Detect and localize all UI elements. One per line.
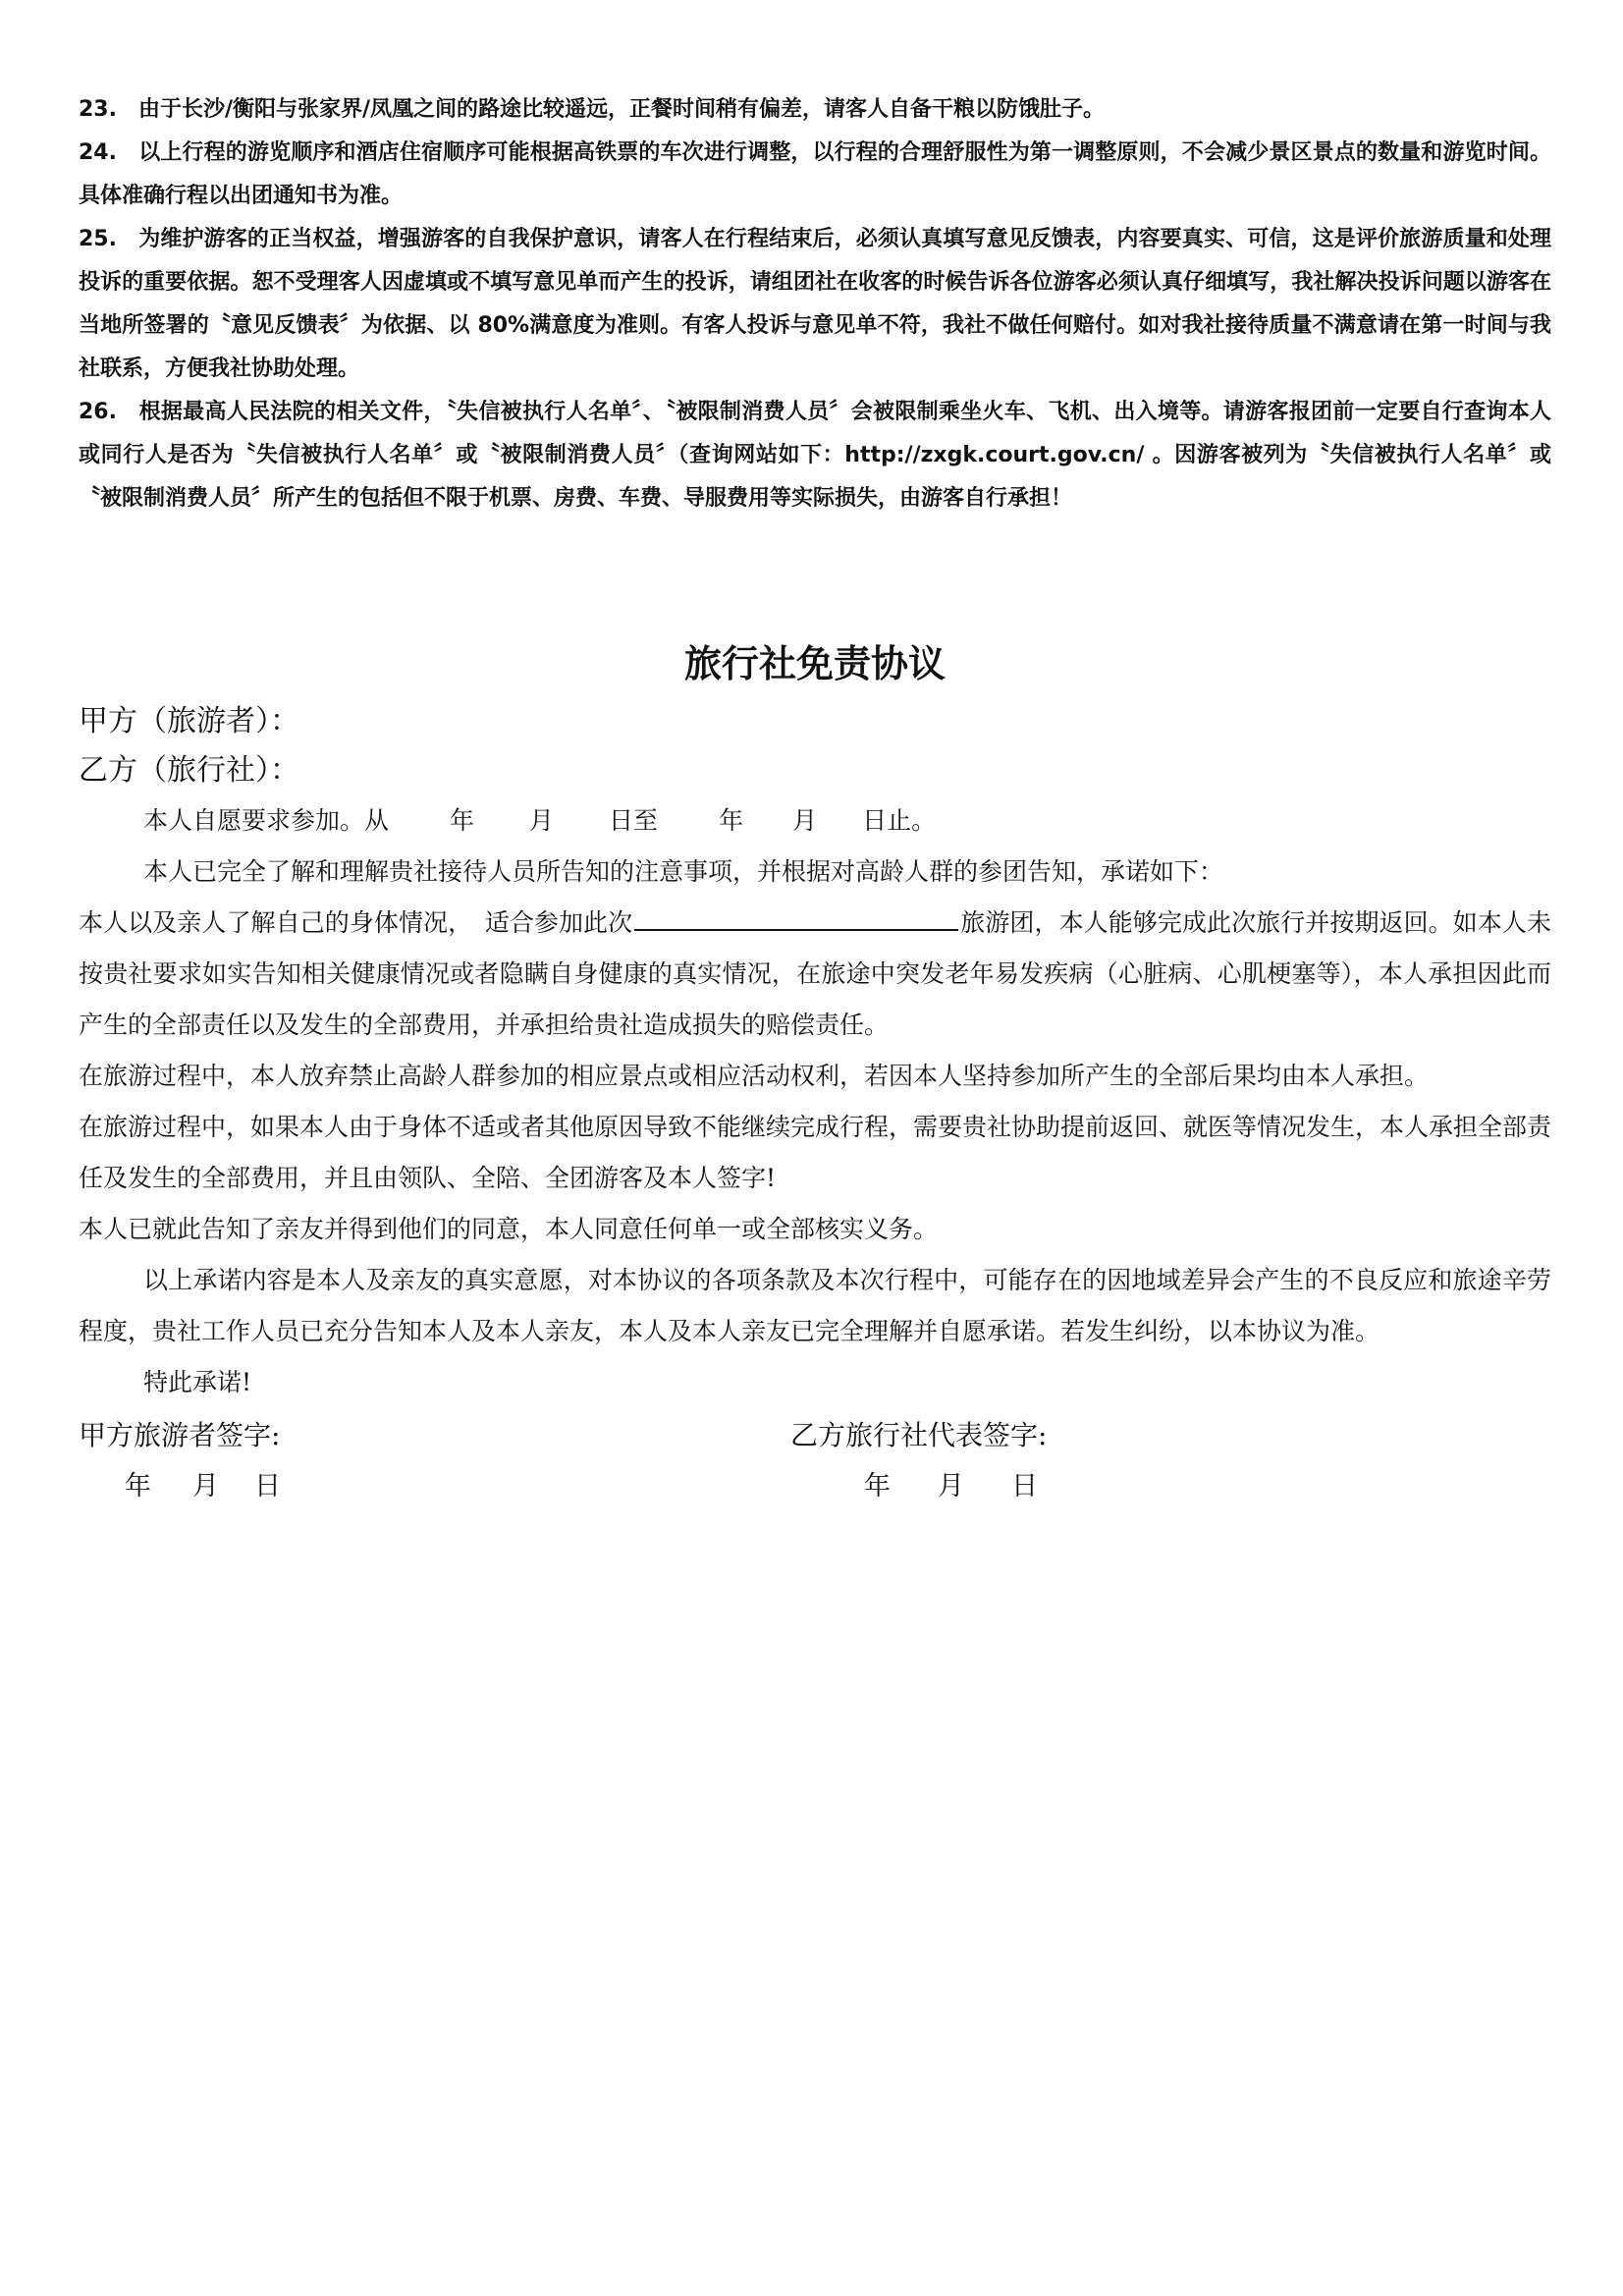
end-year: 年: [719, 806, 744, 835]
party-b-label: 乙方（旅行社）：: [79, 753, 299, 788]
intro-paragraph: 本人已完全了解和理解贵社接待人员所告知的注意事项，并根据对高龄人群的参团告知，承诺如下：: [143, 857, 1224, 886]
disclaimer-agreement: [79, 636, 1551, 1512]
start-month: 月: [529, 806, 555, 835]
party-a-date: [125, 1461, 281, 1512]
start-day: 日至: [609, 806, 659, 835]
end-day: 日止。: [862, 806, 937, 835]
commitment-health-start: 本人以及亲人了解自己的身体情况， 适合参加此次: [79, 908, 633, 937]
party-a-date-month: 月: [192, 1471, 219, 1502]
party-b-signature-label: 乙方旅行社代表签字:: [790, 1419, 1048, 1451]
party-b-date-year: 年: [864, 1471, 891, 1502]
note-24: 24. 以上行程的游览顺序和酒店住宿顺序可能根据高铁票的车次进行调整，以行程的合理舒服性为第一调整原则，不会减少景区景点的数量和游览时间。具体准确行程以出团通知书为准。: [79, 140, 1551, 208]
party-a-label: 甲方（旅游者）：: [79, 704, 299, 738]
note-25: 25. 为维护游客的正当权益，增强游客的自我保护意识，请客人在行程结束后，必须认真填写意见反馈表，内容要真实、可信，这是评价旅游质量和处理投诉的重要依据。恕不受理客人因虚填或不填写意见单而产生的投诉，请组团社在收客的时候告诉各位游客必须认真仔细填写，我社解决投诉问题以游客在当地所签署的〝意见反馈表〞为依据、以 80%满意度为准则。有客人投诉与意见单不符，我社不做任何赔付。如对我社接待质量不满意请在第一时间与我社联系，方便我社协助处理。: [79, 227, 1551, 381]
end-month: 月: [792, 806, 818, 835]
agreement-title: 旅行社免责协议: [683, 641, 946, 685]
note-26: 26. 根据最高人民法院的相关文件，〝失信被执行人名单〞、〝被限制消费人员〞会被限制乘坐火车、飞机、出入境等。请游客报团前一定要自行查询本人或同行人是否为〝失信被执行人名单〞或〝被限制消费人员〞（查询网站如下：http://zxgk.court.gov.cn/ 。因游客被列为〝失信被执行人名单〞或〝被限制消费人员〞所产生的包括但不限于机票、房费、车费、导服费用等实际损失，由游客自行承担！: [79, 400, 1551, 511]
party-a-signature-label: 甲方旅游者签字:: [79, 1419, 281, 1451]
note-23: 23. 由于长沙/衡阳与张家界/凤凰之间的路途比较遥远，正餐时间稍有偏差，请客人自备干粮以防饿肚子。: [79, 97, 1106, 122]
commitment-health: [79, 898, 1551, 1051]
closing-paragraph: 以上承诺内容是本人及亲友的真实意愿，对本协议的各项条款及本次行程中，可能存在的因地域差异会产生的不良反应和旅途辛劳程度，贵社工作人员已充分告知本人及本人亲友，本人及本人亲友已完全理解并自愿承诺。若发生纠纷，以本协议为准。: [79, 1266, 1551, 1345]
party-a-date-day: 日: [254, 1471, 281, 1502]
commitment-family: 本人已就此告知了亲友并得到他们的同意，本人同意任何单一或全部核实义务。: [79, 1215, 939, 1243]
special-commitment: 特此承诺!: [143, 1368, 252, 1396]
party-a-date-year: 年: [125, 1471, 151, 1502]
date-line-prefix: 本人自愿要求参加。从: [143, 806, 390, 835]
start-year: 年: [450, 806, 475, 835]
party-b-date-month: 月: [938, 1471, 964, 1502]
tour-name-blank[interactable]: [634, 903, 958, 931]
itinerary-notes: [79, 88, 1551, 520]
signature-date-row: [79, 1461, 1551, 1512]
commitment-return: 在旅游过程中，如果本人由于身体不适或者其他原因导致不能继续完成行程，需要贵社协助提前返回、就医等情况发生，本人承担全部责任及发生的全部费用，并且由领队、全陪、全团游客及本人签字!: [79, 1113, 1552, 1192]
commitment-health-rest: 旅游团，本人能够完成此次旅行并按期返回。如本人未按贵社要求如实告知相关健康情况或者隐瞒自身健康的真实情况，在旅途中突发老年易发疾病（心脏病、心肌梗塞等），本人承担因此而产生的全部责任以及发生的全部费用，并承担给贵社造成损失的赔偿责任。: [79, 908, 1551, 1039]
commitment-activities: 在旅游过程中，本人放弃禁止高龄人群参加的相应景点或相应活动权利，若因本人坚持参加所产生的全部后果均由本人承担。: [79, 1062, 1430, 1090]
party-b-date: [864, 1461, 1038, 1512]
signature-row: [79, 1410, 1551, 1461]
participation-date-line: [79, 795, 1551, 847]
party-b-date-day: 日: [1011, 1471, 1038, 1502]
